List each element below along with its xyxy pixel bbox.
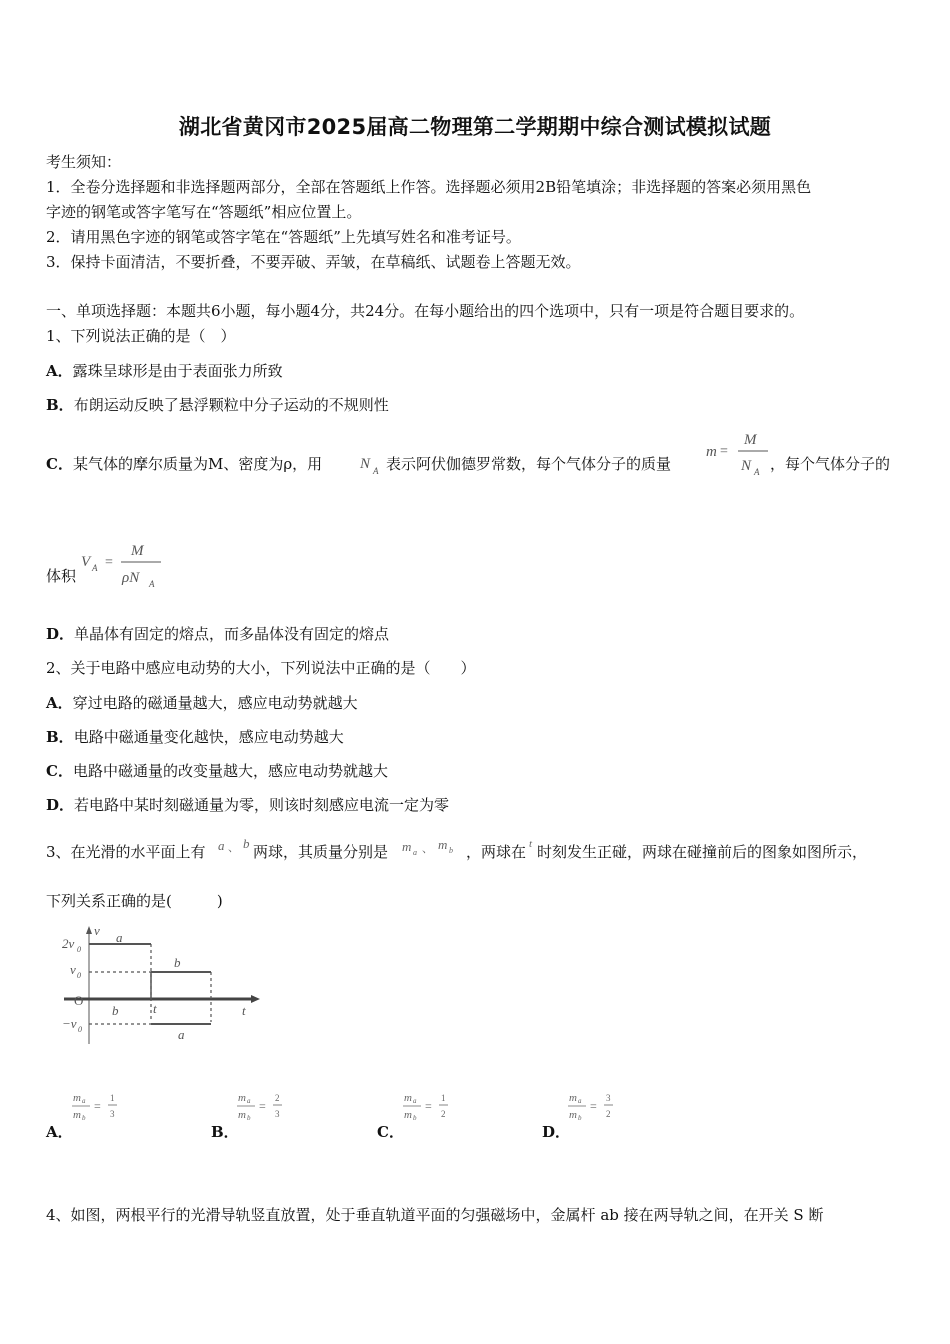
ratio-denominator: 3 [110, 1109, 115, 1119]
svg-text:A: A [92, 563, 98, 573]
svg-text:V: V [81, 554, 91, 570]
svg-text:b: b [413, 1114, 417, 1122]
ratio-denominator: 3 [275, 1109, 280, 1119]
q3-stem-line-2: 下列关系正确的是( ) [46, 892, 223, 910]
notice-heading: 考生须知： [46, 153, 122, 171]
svg-text:m: m [73, 1092, 81, 1104]
q3-option-c-formula [402, 1088, 458, 1124]
q4-stem: 4、如图，两根平行的光滑导轨竖直放置，处于垂直轨道平面的匀强磁场中，金属杆 ab 接在两导轨之间，在开关 S 断 [46, 1206, 824, 1224]
q1-option-b-label: B． [46, 396, 74, 414]
origin-label: O [74, 993, 84, 1008]
molecule-volume-formula [79, 538, 165, 594]
svg-text:=: = [720, 444, 728, 459]
svg-text:a: a [413, 1097, 417, 1105]
svg-text:ρN: ρN [122, 570, 140, 586]
svg-text:m: m [238, 1109, 246, 1121]
q3-stem-part-2: 两球，其质量分别是 [253, 843, 389, 861]
svg-text:A: A [373, 466, 379, 476]
q1-option-a-text: 露珠呈球形是由于表面张力所致 [72, 362, 283, 380]
tick-v0: v [70, 962, 76, 977]
q2-option-c-label: C． [46, 762, 73, 780]
svg-text:m: m [706, 444, 717, 460]
v-axis-arrow [86, 926, 92, 934]
q1-option-c-text-4: 体积 [46, 567, 77, 585]
q1-stem: 1、下列说法正确的是（ ） [46, 327, 236, 345]
q1-option-d-text: 单晶体有固定的熔点，而多晶体没有固定的熔点 [74, 625, 390, 643]
q1-option-b-text: 布朗运动反映了悬浮颗粒中分子运动的不规则性 [73, 396, 389, 414]
ratio-numerator: 2 [275, 1093, 280, 1103]
q1-option-c [46, 454, 322, 474]
q2-option-c-text: 电路中磁通量的改变量越大，感应电动势就越大 [72, 762, 388, 780]
svg-text:m: m [402, 839, 412, 854]
q3-option-a-label: A． [46, 1123, 73, 1141]
svg-text:m: m [404, 1092, 412, 1104]
svg-text:b: b [578, 1114, 582, 1122]
q2-stem: 2、关于电路中感应电动势的大小，下列说法中正确的是（ ） [46, 659, 476, 677]
q3-option-c-label: C． [377, 1123, 404, 1141]
q3-option-d-formula [567, 1088, 623, 1124]
svg-text:N: N [741, 458, 752, 474]
svg-text:A: A [149, 579, 155, 589]
label-a-after: a [178, 1027, 185, 1042]
svg-text:=: = [590, 1099, 597, 1113]
tick-v0-sub: 0 [77, 971, 81, 980]
svg-text:a: a [82, 1097, 86, 1105]
tick-minus-v0-sub: 0 [78, 1025, 82, 1034]
ratio-numerator: 1 [110, 1093, 115, 1103]
svg-text:m: m [238, 1092, 246, 1104]
svg-text:a: a [247, 1097, 251, 1105]
svg-text:=: = [105, 555, 113, 570]
balls-ab-formula [216, 836, 254, 858]
q1-option-a-label: A． [46, 362, 73, 380]
q1-option-c-text-2: 表示阿伏伽德罗常数，每个气体分子的质量 [386, 455, 672, 473]
svg-text:b: b [449, 846, 453, 855]
svg-text:a: a [578, 1097, 582, 1105]
q2-option-a [46, 693, 358, 713]
tick-2v0: 2v [62, 936, 75, 951]
q2-option-c [46, 761, 388, 781]
tick-2v0-sub: 0 [77, 945, 81, 954]
q1-option-c-text-1: 某气体的摩尔质量为M、密度为ρ，用 [72, 455, 323, 473]
q1-option-a [46, 361, 283, 381]
q3-option-b-label: B． [211, 1123, 239, 1141]
ratio-numerator: 3 [606, 1093, 611, 1103]
q1-option-b [46, 395, 389, 415]
svg-text:M: M [131, 543, 144, 559]
svg-text:m: m [404, 1109, 412, 1121]
q2-option-b [46, 727, 344, 747]
q2-option-d-text: 若电路中某时刻磁通量为零，则该时刻感应电流一定为零 [74, 796, 450, 814]
q3-stem-part-3: ，两球在 [466, 843, 527, 861]
svg-text:b: b [247, 1114, 251, 1122]
q1-option-c-label: C． [46, 455, 73, 473]
q2-option-b-label: B． [46, 728, 74, 746]
q3-option-b-formula [236, 1088, 292, 1124]
t-axis-arrow [251, 995, 260, 1003]
svg-text:b: b [243, 836, 250, 851]
q1-option-d-label: D． [46, 625, 75, 643]
svg-text:、: 、 [228, 842, 239, 854]
svg-text:=: = [425, 1099, 432, 1113]
q2-option-d [46, 795, 449, 815]
q1-option-d [46, 624, 389, 644]
ratio-numerator: 1 [441, 1093, 446, 1103]
svg-text:a: a [218, 838, 225, 853]
notice-item-1-line-2: 字迹的钢笔或答字笔写在“答题纸”相应位置上。 [46, 203, 362, 221]
q2-option-b-text: 电路中磁通量变化越快，感应电动势越大 [73, 728, 344, 746]
svg-text:N: N [360, 456, 371, 472]
page-title: 湖北省黄冈市2025届高二物理第二学期期中综合测试模拟试题 [178, 115, 772, 139]
q3-option-a-formula [71, 1088, 127, 1124]
q2-option-d-label: D． [46, 796, 75, 814]
svg-text:M: M [744, 432, 757, 448]
molecule-mass-formula [704, 426, 770, 480]
svg-text:a: a [413, 848, 417, 857]
svg-text:t: t [529, 838, 533, 850]
ratio-denominator: 2 [441, 1109, 446, 1119]
svg-text:m: m [73, 1109, 81, 1121]
svg-text:=: = [94, 1099, 101, 1113]
label-a-before: a [116, 930, 123, 945]
svg-text:A: A [754, 467, 760, 477]
notice-item-3: 3．保持卡面清洁，不要折叠，不要弄破、弄皱，在草稿纸、试题卷上答题无效。 [46, 253, 581, 271]
label-t-collision: t [153, 1001, 157, 1016]
label-b-before: b [112, 1003, 119, 1018]
velocity-time-graph [56, 922, 266, 1048]
q3-stem-part-1: 3、在光滑的水平面上有 [46, 843, 206, 861]
q1-option-c-text-3: ，每个气体分子的 [770, 455, 891, 473]
notice-item-1-line-1: 1．全卷分选择题和非选择题两部分，全部在答题纸上作答。选择题必须用2B铅笔填涂；非选择题的答案必须用黑色 [46, 178, 812, 196]
svg-text:=: = [259, 1099, 266, 1113]
svg-text:m: m [569, 1109, 577, 1121]
masses-formula [400, 836, 466, 860]
section-heading: 一、单项选择题：本题共6小题，每小题4分，共24分。在每小题给出的四个选项中，只有一项是符合题目要求的。 [46, 302, 805, 320]
label-b-after: b [174, 955, 181, 970]
notice-item-2: 2．请用黑色字迹的钢笔或答字笔在“答题纸”上先填写姓名和准考证号。 [46, 228, 521, 246]
q3-option-d-label: D． [542, 1123, 571, 1141]
t-axis-label: t [242, 1003, 246, 1018]
v-axis-label: v [94, 923, 100, 938]
svg-text:b: b [82, 1114, 86, 1122]
tick-minus-v0: −v [62, 1016, 77, 1031]
svg-text:m: m [438, 837, 448, 852]
q2-option-a-label: A． [46, 694, 73, 712]
q3-stem-part-4: 时刻发生正碰，两球在碰撞前后的图象如图所示， [537, 843, 868, 861]
q2-option-a-text: 穿过电路的磁通量越大，感应电动势就越大 [72, 694, 358, 712]
svg-text:、: 、 [422, 843, 433, 855]
ratio-denominator: 2 [606, 1109, 611, 1119]
avogadro-symbol-formula [358, 452, 386, 478]
svg-text:m: m [569, 1092, 577, 1104]
